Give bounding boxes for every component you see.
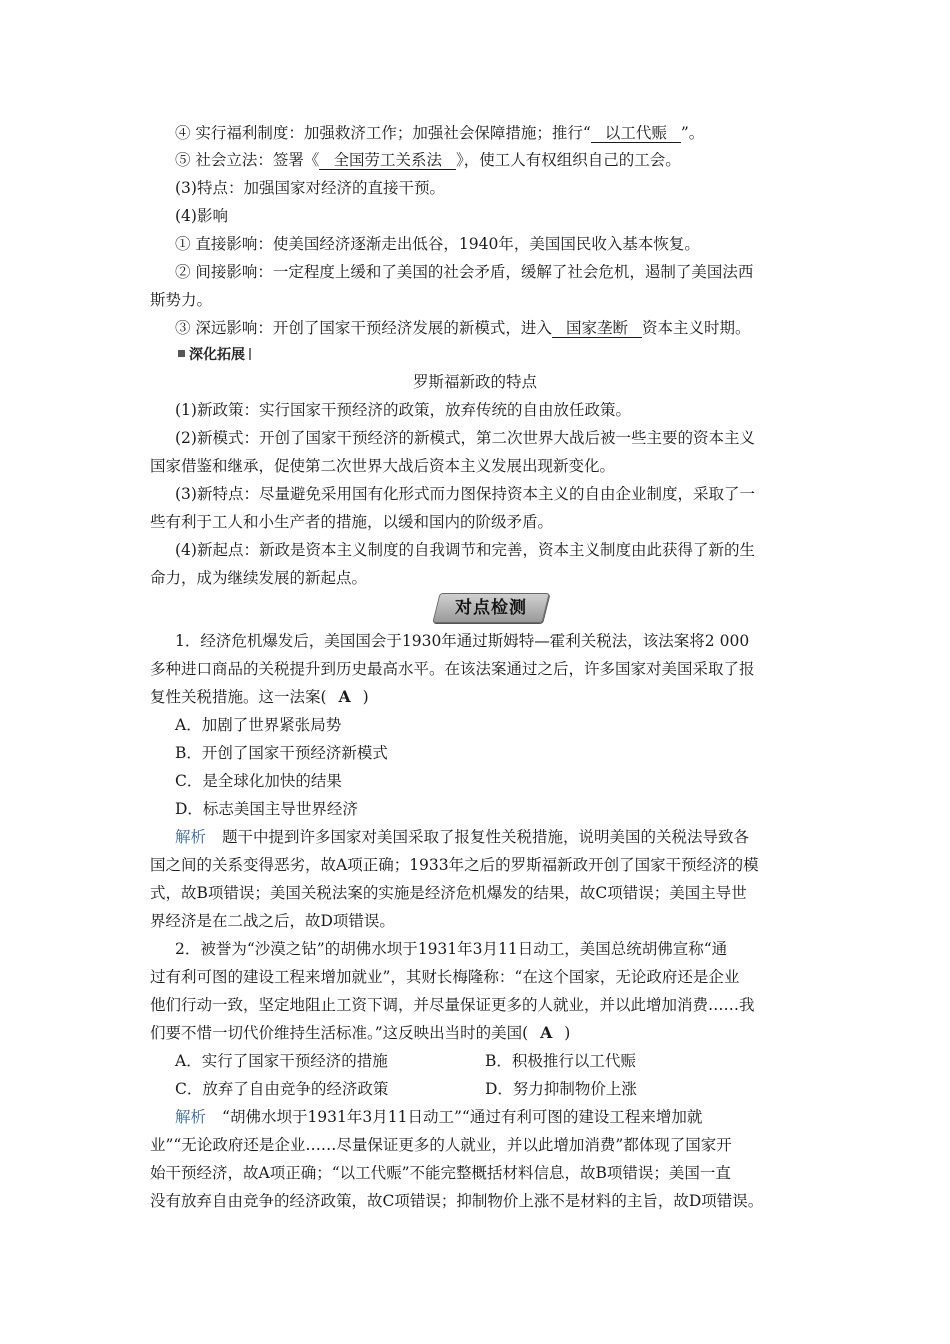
- q1-explanation-cont3: 界经济是在二战之后，故D项错误。: [150, 912, 395, 930]
- q1-stem: 1．经济危机爆发后，美国国会于1930年通过斯姆特—霍利关税法，该法案将2 000: [175, 632, 750, 650]
- q1-option-c: C．是全球化加快的结果: [175, 772, 342, 790]
- deepen-p3-cont: 些有利于工人和小生产者的措施，以缓和国内的阶级矛盾。: [150, 513, 554, 531]
- impact-indirect-cont: 斯势力。: [150, 291, 213, 309]
- q2-option-d: D．努力抑制物价上涨: [485, 1080, 637, 1098]
- q2-stem-text: 们要不惜一切代价维持生活标准。”这反映出当时的美国(: [150, 1024, 529, 1042]
- q1-stem-text: 复性关税措施。这一法案(: [150, 688, 327, 706]
- impact-deep-text: ③ 深远影响：开创了国家干预经济发展的新模式，进入: [175, 319, 552, 337]
- deepen-p1: (1)新政策：实行国家干预经济的政策，放弃传统的自由放任政策。: [175, 401, 631, 419]
- welfare-blank-answer: 以工代赈: [591, 124, 681, 143]
- q2-option-c: C．放弃了自由竞争的经济政策: [175, 1080, 389, 1098]
- q2-options-row1: [175, 1051, 815, 1071]
- q2-explanation-label: 解析: [175, 1108, 207, 1126]
- q2-options-row2: [175, 1079, 815, 1099]
- impact-deep-blank-answer: 国家垄断: [552, 319, 642, 338]
- welfare-text-end: ”。: [680, 124, 705, 142]
- q2-option-b: B．积极推行以工代赈: [485, 1052, 636, 1070]
- impact-indirect: ② 间接影响：一定程度上缓和了美国的社会矛盾，缓解了社会危机，遏制了美国法西: [175, 263, 754, 281]
- deepen-p2: (2)新模式：开创了国家干预经济的新模式，第二次世界大战后被一些主要的资本主义: [175, 429, 755, 447]
- q1-explanation: [175, 827, 815, 847]
- q1-answer: A: [338, 687, 351, 706]
- welfare-text: ④ 实行福利制度：加强救济工作；加强社会保障措施；推行“: [175, 124, 591, 142]
- deepen-p2-cont: 国家借鉴和继承，促使第二次世界大战后资本主义发展出现新变化。: [150, 457, 616, 475]
- deepen-p3: (3)新特点：尽量避免采用国有化形式而力图保持资本主义的自由企业制度，采取了一: [175, 485, 755, 503]
- deepen-title: 罗斯福新政的特点: [412, 373, 537, 391]
- q1-option-b: B．开创了国家干预经济新模式: [175, 744, 388, 762]
- q2-paren-close: ): [564, 1024, 571, 1042]
- q1-explanation-text: 题干中提到许多国家对美国采取了报复性关税措施，说明美国的关税法导致各: [222, 828, 750, 846]
- q2-explanation-cont3: 没有放弃自由竞争的经济政策，故C项错误；抑制物价上涨不是材料的主旨，故D项错误。: [150, 1192, 764, 1210]
- q2-stem-cont1: 过有利可图的建设工程来增加就业”，其财长梅隆称：“在这个国家，无论政府还是企业: [150, 968, 740, 986]
- law-blank-answer: 全国劳工关系法: [319, 151, 456, 170]
- impact-heading: (4)影响: [175, 207, 228, 225]
- welfare-line: [175, 123, 815, 143]
- q1-explanation-cont2: 式，故B项错误；美国关税法案的实施是经济危机爆发的结果，故C项错误；美国主导世: [150, 884, 747, 902]
- q1-explanation-label: 解析: [175, 828, 207, 846]
- q2-stem-cont2: 他们行动一致，坚定地阻止工资下调，并尽量保证更多的人就业，并以此增加消费……我: [150, 996, 755, 1014]
- q2-answer: A: [540, 1023, 553, 1042]
- square-bullet-icon: [178, 350, 185, 357]
- q2-explanation-cont2: 始干预经济，故A项正确；“以工代赈”不能完整概括材料信息，故B项错误；美国一直: [150, 1164, 731, 1182]
- q1-explanation-cont1: 国之间的关系变得恶劣，故A项正确；1933年之后的罗斯福新政开创了国家干预经济的模: [150, 856, 759, 874]
- law-text-end: 》，使工人有权组织自己的工会。: [455, 151, 681, 169]
- deepen-heading-text: 深化拓展: [189, 347, 245, 363]
- q2-explanation-text: “胡佛水坝于1931年3月11日动工”“通过有利可图的建设工程来增加就: [222, 1108, 703, 1126]
- q1-option-d: D．标志美国主导世界经济: [175, 800, 358, 818]
- q1-option-a: A．加剧了世界紧张局势: [175, 716, 342, 734]
- check-banner: [432, 593, 549, 623]
- q1-stem-cont: 多种进口商品的关税提升到历史最高水平。在该法案通过之后，许多国家对美国采取了报: [150, 660, 755, 678]
- bar-icon: [249, 348, 251, 360]
- q2-explanation: [175, 1107, 815, 1127]
- impact-direct: ① 直接影响：使美国经济逐渐走出低谷，1940年，美国国民收入基本恢复。: [175, 235, 700, 253]
- q2-explanation-cont1: 业”“无论政府还是企业……尽量保证更多的人就业，并以此增加消费”都体现了国家开: [150, 1136, 732, 1154]
- deepen-p4: (4)新起点：新政是资本主义制度的自我调节和完善，资本主义制度由此获得了新的生: [175, 541, 755, 559]
- q2-stem: 2．被誉为“沙漠之钻”的胡佛水坝于1931年3月11日动工，美国总统胡佛宣称“通: [175, 940, 728, 958]
- law-text: ⑤ 社会立法：签署《: [175, 151, 320, 169]
- q2-option-a: A．实行了国家干预经济的措施: [175, 1052, 388, 1070]
- impact-deep-line: [175, 318, 815, 338]
- impact-deep-text-end: 资本主义时期。: [641, 319, 751, 337]
- q1-stem-end: [150, 687, 790, 707]
- check-banner-text: 对点检测: [455, 598, 527, 618]
- deepen-p4-cont: 命力，成为继续发展的新起点。: [150, 569, 368, 587]
- deepen-heading: [178, 345, 251, 365]
- feature-line: (3)特点：加强国家对经济的直接干预。: [175, 179, 445, 197]
- law-line: [175, 150, 815, 170]
- q1-paren-close: ): [362, 688, 369, 706]
- q2-stem-end: [150, 1023, 790, 1043]
